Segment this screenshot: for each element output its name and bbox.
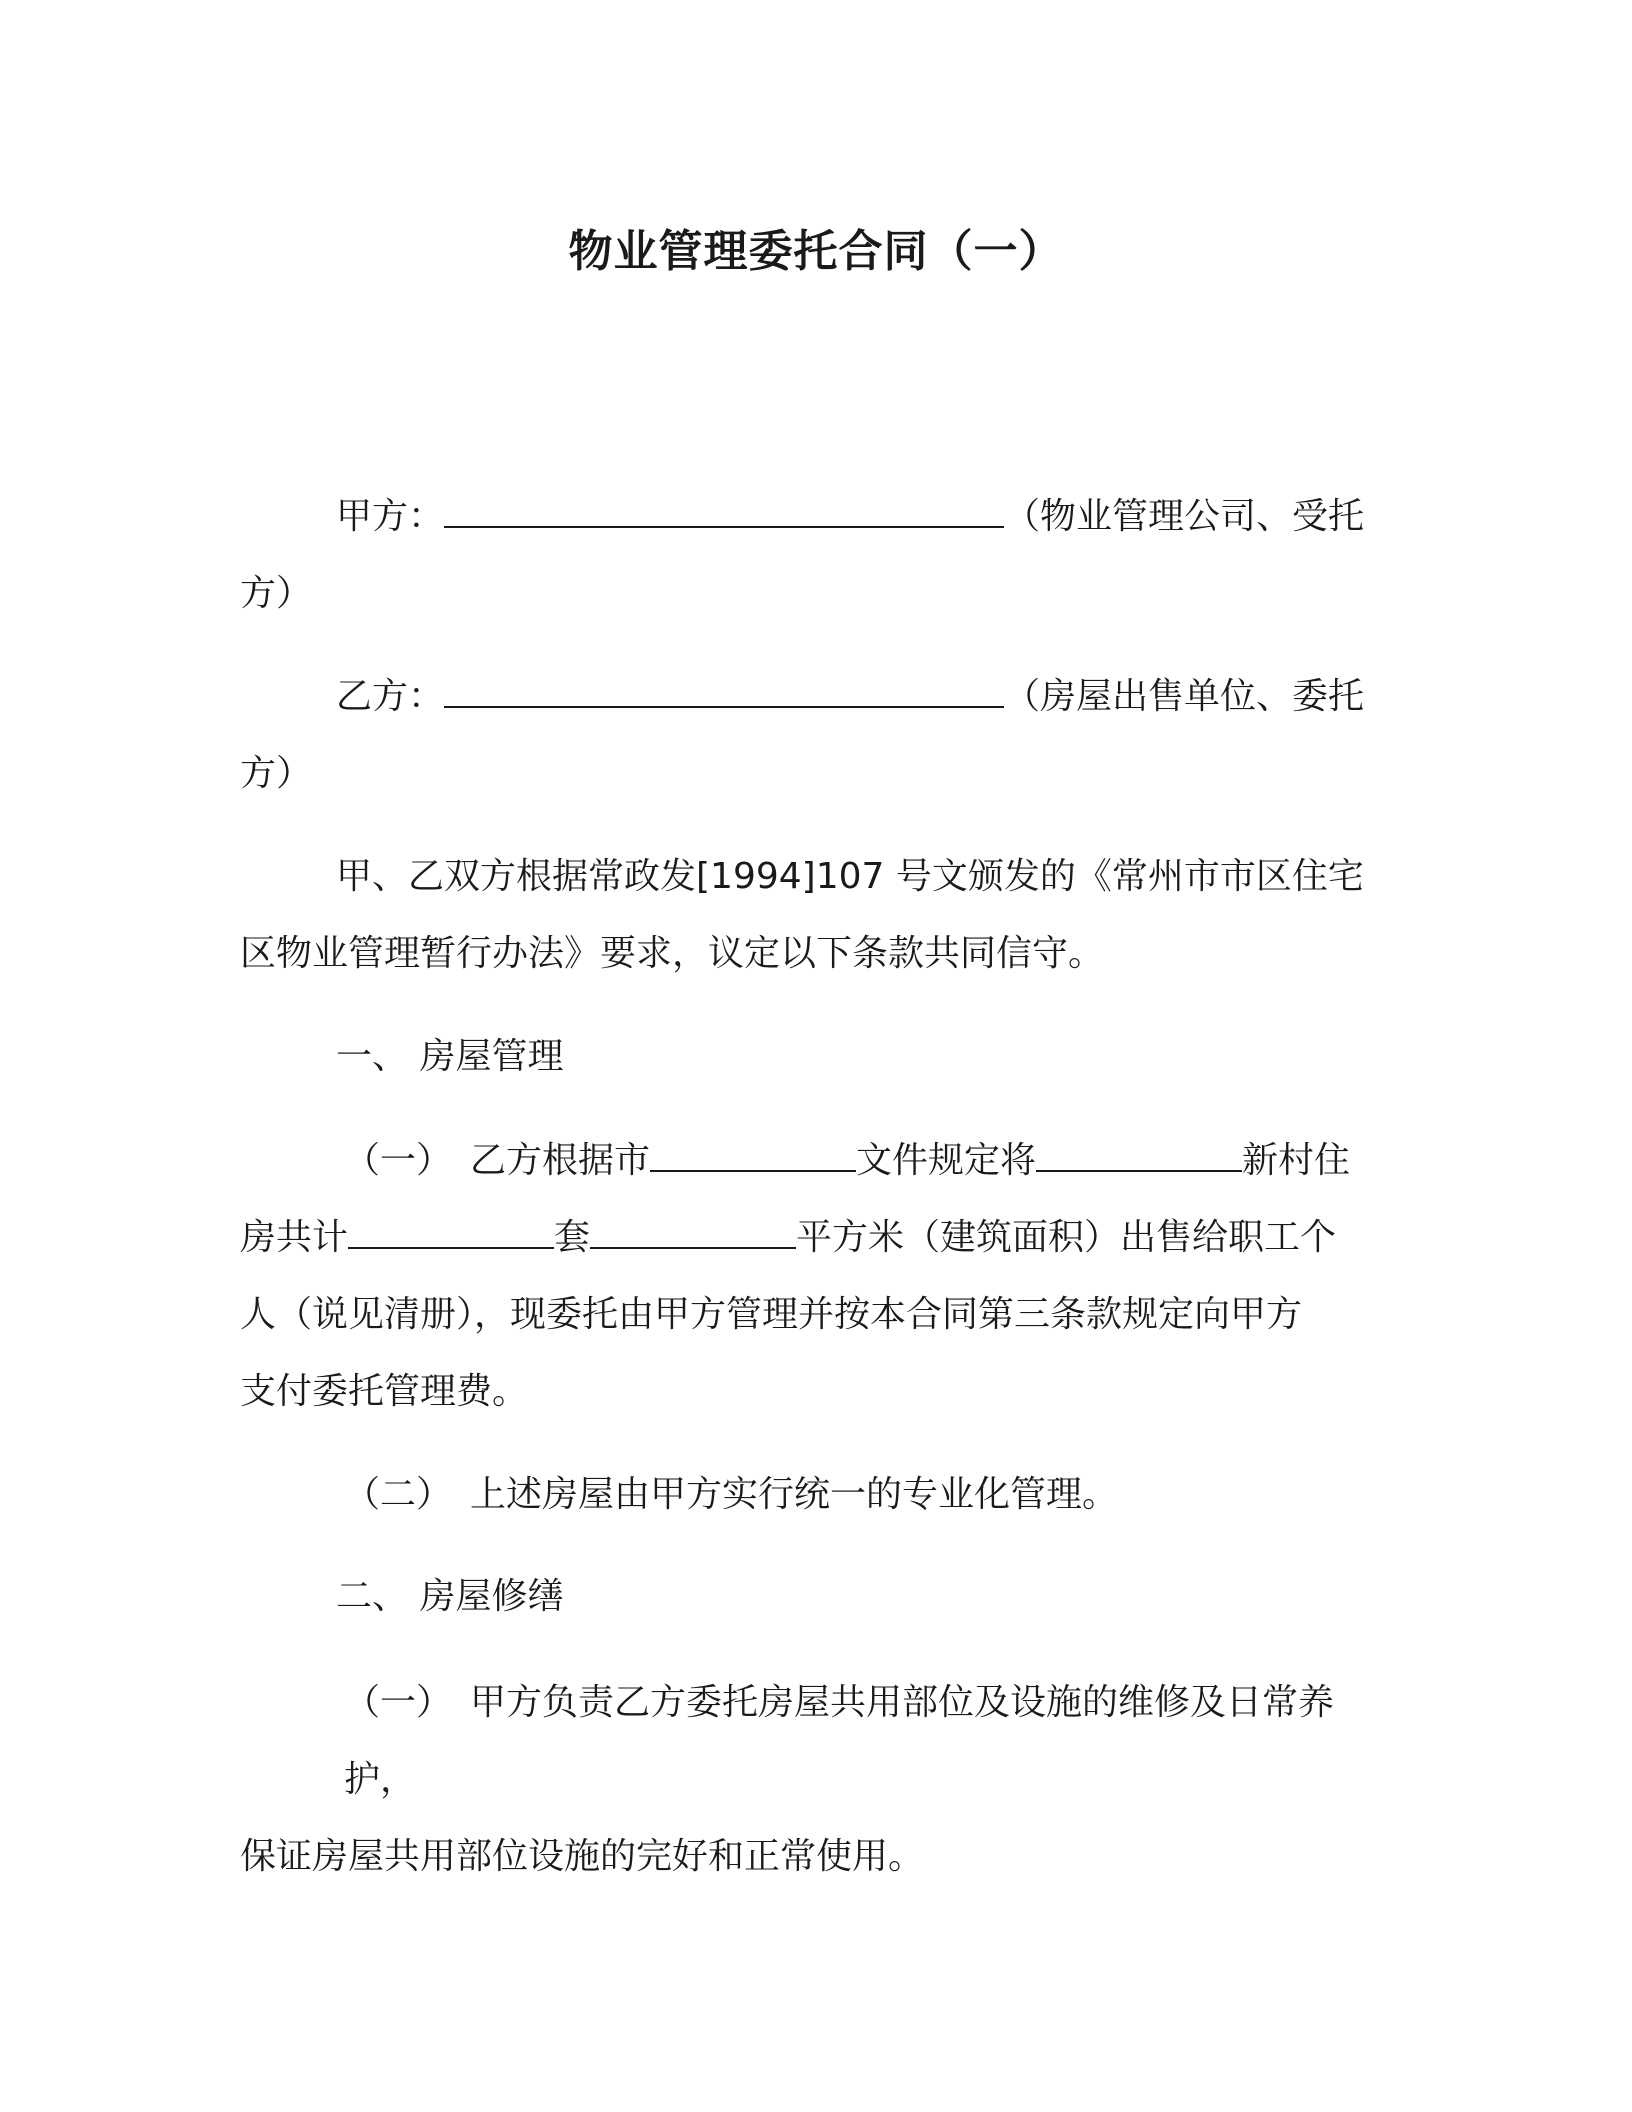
party-a-block bbox=[240, 478, 1400, 632]
party-a-blank bbox=[444, 496, 1004, 528]
party-a-note-end: 方） bbox=[240, 573, 313, 614]
section-1-item-1-line-3: 人（说见清册），现委托由甲方管理并按本合同第三条款规定向甲方 bbox=[240, 1294, 1303, 1335]
item-text: 上述房屋由甲方实行统一的专业化管理。 bbox=[470, 1474, 1119, 1515]
section-1-item-1 bbox=[240, 1122, 1400, 1430]
section-2-item-1-line-1 bbox=[240, 1664, 1400, 1818]
section-2 bbox=[240, 1558, 1400, 1635]
section-1-item-1-line-1 bbox=[240, 1122, 1400, 1199]
units-blank bbox=[348, 1217, 554, 1249]
section-1-item-1-line-4: 支付委托管理费。 bbox=[240, 1371, 529, 1412]
section-1-item-2-line bbox=[240, 1456, 1400, 1533]
section-1-item-1-line-2 bbox=[240, 1199, 1400, 1276]
item-text: 平方米（建筑面积）出售给职工个 bbox=[796, 1217, 1337, 1258]
item-text: 套 bbox=[554, 1217, 591, 1258]
item-text: 乙方根据市 bbox=[470, 1140, 651, 1181]
intro-line-2: 区物业管理暂行办法》要求，议定以下条款共同信守。 bbox=[240, 933, 1105, 974]
party-b-blank bbox=[444, 676, 1004, 708]
section-1-heading: 一、 房屋管理 bbox=[336, 1036, 564, 1077]
item-number: （一） bbox=[344, 1682, 453, 1723]
item-text: 房共计 bbox=[240, 1217, 349, 1258]
village-blank bbox=[1036, 1140, 1242, 1172]
section-2-item-1-line-2: 保证房屋共用部位设施的完好和正常使用。 bbox=[240, 1836, 925, 1877]
area-blank bbox=[590, 1217, 796, 1249]
party-b-label: 乙方： bbox=[336, 676, 445, 717]
party-b-block bbox=[240, 658, 1400, 812]
party-a-line bbox=[240, 478, 1400, 555]
item-text: 文件规定将 bbox=[856, 1140, 1037, 1181]
party-b-line bbox=[240, 658, 1400, 735]
item-text: 甲方负责乙方委托房屋共用部位及设施的维修及日常养护， bbox=[344, 1682, 1335, 1800]
section-1 bbox=[240, 1018, 1400, 1095]
intro-paragraph bbox=[240, 838, 1400, 992]
item-number: （二） bbox=[344, 1474, 453, 1515]
document-title: 物业管理委托合同（一） bbox=[568, 226, 1064, 277]
item-text: 新村住 bbox=[1242, 1140, 1351, 1181]
party-a-label: 甲方： bbox=[336, 496, 445, 537]
item-number: （一） bbox=[344, 1140, 453, 1181]
party-b-note-end: 方） bbox=[240, 753, 313, 794]
city-blank bbox=[650, 1140, 856, 1172]
party-b-note: （房屋出售单位、委托 bbox=[1004, 676, 1365, 717]
section-2-heading: 二、 房屋修缮 bbox=[336, 1576, 564, 1617]
intro-line-1: 甲、乙双方根据常政发[1994]107 号文颁发的《常州市市区住宅 bbox=[336, 856, 1364, 897]
section-1-item-2 bbox=[240, 1456, 1400, 1533]
section-2-item-1 bbox=[240, 1664, 1400, 1895]
party-a-note: （物业管理公司、受托 bbox=[1004, 496, 1365, 537]
